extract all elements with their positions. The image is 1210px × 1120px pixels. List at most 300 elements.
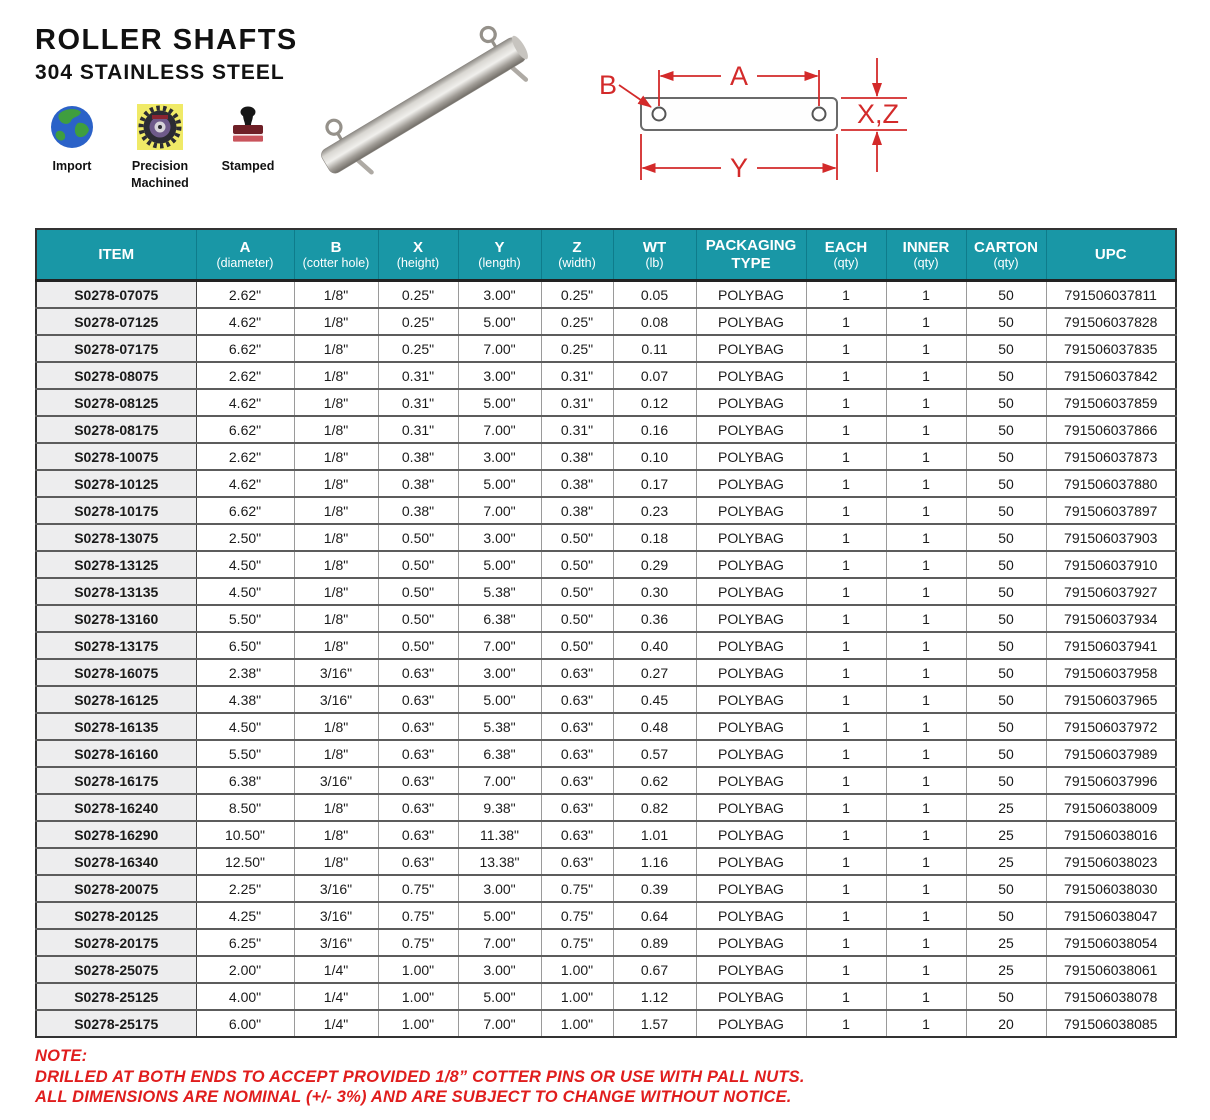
spec-value-cell: 4.00" [196,983,294,1010]
item-number-cell: S0278-25075 [36,956,196,983]
spec-value-cell: 1/8" [294,362,378,389]
spec-value-cell: 50 [966,713,1046,740]
spec-value-cell: 1 [806,713,886,740]
spec-value-cell: 4.50" [196,578,294,605]
spec-value-cell: 0.39 [613,875,696,902]
spec-value-cell: 7.00" [458,335,541,362]
spec-value-cell: 0.63" [378,848,458,875]
spec-value-cell: 3.00" [458,524,541,551]
footnote-heading: NOTE: [35,1047,88,1065]
spec-value-cell: 0.50" [378,551,458,578]
feature-badges [35,102,285,192]
spec-value-cell: 0.11 [613,335,696,362]
spec-value-cell: 50 [966,281,1046,309]
spec-value-cell: POLYBAG [696,1010,806,1037]
spec-value-cell: 1 [806,470,886,497]
spec-value-cell: 1 [886,362,966,389]
spec-value-cell: 1/8" [294,713,378,740]
stamp-icon [225,102,271,152]
spec-value-cell: 50 [966,740,1046,767]
spec-value-cell: 1/8" [294,524,378,551]
spec-value-cell: 0.38" [378,470,458,497]
spec-value-cell: 1 [806,443,886,470]
spec-value-cell: 0.50" [541,632,613,659]
spec-value-cell: 50 [966,470,1046,497]
item-number-cell: S0278-16340 [36,848,196,875]
spec-value-cell: 9.38" [458,794,541,821]
spec-value-cell: 0.67 [613,956,696,983]
spec-value-cell: 2.38" [196,659,294,686]
table-row [36,875,1176,902]
badge-import [35,102,109,175]
spec-value-cell: 0.50" [378,578,458,605]
table-header-row [36,229,1176,281]
spec-value-cell: 50 [966,308,1046,335]
spec-value-cell: 7.00" [458,929,541,956]
item-number-cell: S0278-16160 [36,740,196,767]
parts-spec-table [35,228,1177,1038]
spec-value-cell: 1 [806,632,886,659]
spec-value-cell: 1 [806,308,886,335]
spec-value-cell: 50 [966,497,1046,524]
spec-value-cell: 1.00" [541,956,613,983]
table-row [36,902,1176,929]
spec-value-cell: 1 [886,767,966,794]
spec-value-cell: 1 [886,821,966,848]
table-row [36,956,1176,983]
spec-value-cell: 1 [886,902,966,929]
dimension-diagram [575,28,1005,206]
spec-value-cell: 1 [886,551,966,578]
cotter-hole-left [653,108,666,121]
table-row [36,767,1176,794]
spec-value-cell: 1/8" [294,335,378,362]
spec-value-cell: 791506038061 [1046,956,1176,983]
spec-value-cell: 0.75" [378,902,458,929]
spec-value-cell: 1 [886,794,966,821]
spec-value-cell: 0.38" [541,497,613,524]
spec-value-cell: 0.31" [541,362,613,389]
table-row [36,389,1176,416]
table-row [36,740,1176,767]
spec-value-cell: 13.38" [458,848,541,875]
spec-value-cell: 1 [806,659,886,686]
spec-value-cell: 1.00" [541,983,613,1010]
spec-value-cell: 1/8" [294,497,378,524]
spec-value-cell: 2.25" [196,875,294,902]
spec-value-cell: 50 [966,902,1046,929]
spec-value-cell: 20 [966,1010,1046,1037]
spec-value-cell: 25 [966,848,1046,875]
item-number-cell: S0278-10075 [36,443,196,470]
item-number-cell: S0278-20125 [36,902,196,929]
spec-value-cell: 2.00" [196,956,294,983]
column-header-carton: CARTON (qty) [966,229,1046,281]
spec-value-cell: 50 [966,605,1046,632]
spec-value-cell: 5.00" [458,389,541,416]
spec-value-cell: 0.12 [613,389,696,416]
spec-value-cell: POLYBAG [696,578,806,605]
spec-value-cell: 0.63" [378,794,458,821]
spec-value-cell: 0.27 [613,659,696,686]
spec-value-cell: 1/8" [294,632,378,659]
spec-value-cell: 791506038047 [1046,902,1176,929]
spec-value-cell: 791506038016 [1046,821,1176,848]
spec-value-cell: 10.50" [196,821,294,848]
table-row [36,524,1176,551]
spec-value-cell: 1/8" [294,848,378,875]
item-number-cell: S0278-13075 [36,524,196,551]
spec-value-cell: 4.50" [196,713,294,740]
spec-value-cell: 791506037897 [1046,497,1176,524]
spec-value-cell: 3/16" [294,902,378,929]
spec-value-cell: 25 [966,929,1046,956]
spec-value-cell: 1 [886,929,966,956]
item-number-cell: S0278-08175 [36,416,196,443]
spec-value-cell: 0.38" [378,497,458,524]
item-number-cell: S0278-16290 [36,821,196,848]
spec-value-cell: 1 [806,578,886,605]
spec-value-cell: 0.10 [613,443,696,470]
spec-value-cell: POLYBAG [696,767,806,794]
spec-value-cell: 1.00" [378,983,458,1010]
spec-value-cell: 791506037866 [1046,416,1176,443]
spec-value-cell: 3.00" [458,281,541,309]
spec-value-cell: 1 [886,632,966,659]
spec-value-cell: 0.25" [378,335,458,362]
spec-value-cell: 1 [806,956,886,983]
spec-value-cell: 1/8" [294,794,378,821]
spec-value-cell: 0.18 [613,524,696,551]
spec-value-cell: 25 [966,956,1046,983]
table-row [36,470,1176,497]
spec-value-cell: 791506038085 [1046,1010,1176,1037]
item-number-cell: S0278-10125 [36,470,196,497]
column-header-item: ITEM [36,229,196,281]
spec-value-cell: 0.63" [378,659,458,686]
item-number-cell: S0278-25125 [36,983,196,1010]
spec-value-cell: 791506037965 [1046,686,1176,713]
spec-value-cell: 1.00" [378,956,458,983]
spec-value-cell: 0.50" [541,524,613,551]
table-row [36,578,1176,605]
item-number-cell: S0278-20175 [36,929,196,956]
spec-value-cell: 1 [886,875,966,902]
spec-value-cell: 1/8" [294,281,378,309]
spec-value-cell: 0.75" [541,929,613,956]
spec-value-cell: POLYBAG [696,308,806,335]
spec-value-cell: 791506038078 [1046,983,1176,1010]
spec-value-cell: 791506037859 [1046,389,1176,416]
spec-value-cell: 50 [966,875,1046,902]
spec-value-cell: 1 [886,848,966,875]
spec-value-cell: 11.38" [458,821,541,848]
spec-value-cell: 3.00" [458,443,541,470]
spec-value-cell: 3/16" [294,875,378,902]
spec-value-cell: 1 [886,335,966,362]
spec-value-cell: 0.75" [378,875,458,902]
spec-value-cell: 1 [806,767,886,794]
spec-value-cell: 1/8" [294,821,378,848]
spec-value-cell: 1 [806,686,886,713]
badge-stamped [211,102,285,175]
item-number-cell: S0278-07125 [36,308,196,335]
spec-value-cell: 1 [886,389,966,416]
spec-value-cell: 1 [886,497,966,524]
spec-value-cell: 0.17 [613,470,696,497]
spec-value-cell: POLYBAG [696,686,806,713]
spec-value-cell: 1/8" [294,470,378,497]
table-row [36,929,1176,956]
spec-value-cell: 0.63" [378,713,458,740]
badge-precision-machined [123,102,197,192]
spec-value-cell: 1.12 [613,983,696,1010]
spec-value-cell: 50 [966,578,1046,605]
spec-value-cell: 4.38" [196,686,294,713]
spec-value-cell: 0.50" [541,578,613,605]
spec-value-cell: 0.63" [541,848,613,875]
spec-value-cell: 1 [886,605,966,632]
spec-value-cell: 4.62" [196,389,294,416]
table-row [36,443,1176,470]
spec-value-cell: 7.00" [458,632,541,659]
item-number-cell: S0278-07075 [36,281,196,309]
spec-value-cell: POLYBAG [696,497,806,524]
spec-value-cell: 791506037835 [1046,335,1176,362]
table-row [36,308,1176,335]
spec-value-cell: 791506037958 [1046,659,1176,686]
spec-value-cell: 1 [806,1010,886,1037]
spec-value-cell: 6.00" [196,1010,294,1037]
cotter-hole-right [813,108,826,121]
spec-value-cell: 0.63" [541,659,613,686]
item-number-cell: S0278-20075 [36,875,196,902]
spec-value-cell: 0.50" [378,605,458,632]
spec-value-cell: 1 [886,983,966,1010]
item-number-cell: S0278-07175 [36,335,196,362]
spec-value-cell: POLYBAG [696,605,806,632]
column-header-each: EACH (qty) [806,229,886,281]
spec-value-cell: 50 [966,389,1046,416]
spec-value-cell: POLYBAG [696,902,806,929]
spec-value-cell: 1 [806,821,886,848]
spec-value-cell: 1 [886,713,966,740]
spec-value-cell: 3/16" [294,659,378,686]
table-row [36,497,1176,524]
roller-shaft-product-photo [295,8,555,200]
spec-value-cell: 2.62" [196,362,294,389]
table-row [36,605,1176,632]
spec-value-cell: 1 [886,956,966,983]
spec-value-cell: 0.31" [378,389,458,416]
spec-value-cell: 0.25" [541,308,613,335]
spec-value-cell: 2.62" [196,281,294,309]
spec-value-cell: POLYBAG [696,956,806,983]
item-number-cell: S0278-08075 [36,362,196,389]
dim-label-xz: X,Z [856,99,900,129]
spec-value-cell: 1 [886,578,966,605]
column-header-upc: UPC [1046,229,1176,281]
spec-value-cell: 50 [966,362,1046,389]
table-row [36,632,1176,659]
spec-value-cell: 1.00" [378,1010,458,1037]
spec-value-cell: 3/16" [294,686,378,713]
spec-value-cell: 1 [806,335,886,362]
spec-value-cell: POLYBAG [696,443,806,470]
spec-value-cell: 1 [886,524,966,551]
spec-value-cell: 1/8" [294,740,378,767]
spec-value-cell: 0.63" [541,794,613,821]
spec-value-cell: 6.38" [458,740,541,767]
spec-value-cell: 1 [886,740,966,767]
spec-value-cell: 791506038023 [1046,848,1176,875]
spec-value-cell: 791506037873 [1046,443,1176,470]
spec-value-cell: 6.62" [196,335,294,362]
spec-value-cell: 1.57 [613,1010,696,1037]
spec-value-cell: 791506037842 [1046,362,1176,389]
spec-value-cell: 1/8" [294,551,378,578]
spec-value-cell: 2.50" [196,524,294,551]
spec-value-cell: 0.75" [541,875,613,902]
spec-value-cell: 1 [806,551,886,578]
spec-value-cell: POLYBAG [696,551,806,578]
spec-value-cell: 5.00" [458,308,541,335]
item-number-cell: S0278-13135 [36,578,196,605]
spec-value-cell: 0.63" [378,821,458,848]
spec-value-cell: 1 [806,416,886,443]
spec-value-cell: 0.31" [378,416,458,443]
column-header-x: X (height) [378,229,458,281]
spec-value-cell: 1.16 [613,848,696,875]
item-number-cell: S0278-08125 [36,389,196,416]
spec-value-cell: 1 [806,875,886,902]
spec-value-cell: 7.00" [458,1010,541,1037]
table-row [36,983,1176,1010]
spec-value-cell: 0.05 [613,281,696,309]
spec-value-cell: 2.62" [196,443,294,470]
spec-value-cell: 1/8" [294,578,378,605]
spec-value-cell: 0.63" [541,713,613,740]
spec-value-cell: 791506038054 [1046,929,1176,956]
spec-value-cell: 3.00" [458,659,541,686]
spec-value-cell: 6.50" [196,632,294,659]
spec-value-cell: 5.00" [458,686,541,713]
table-row [36,659,1176,686]
spec-value-cell: 791506037927 [1046,578,1176,605]
spec-value-cell: 1/8" [294,443,378,470]
spec-value-cell: 791506037880 [1046,470,1176,497]
spec-value-cell: POLYBAG [696,362,806,389]
spec-value-cell: 6.62" [196,416,294,443]
spec-value-cell: 1 [886,281,966,309]
spec-value-cell: 7.00" [458,767,541,794]
spec-value-cell: 25 [966,821,1046,848]
spec-value-cell: POLYBAG [696,875,806,902]
spec-value-cell: 0.75" [378,929,458,956]
spec-value-cell: 1 [806,524,886,551]
spec-value-cell: 0.82 [613,794,696,821]
spec-value-cell: 5.50" [196,740,294,767]
spec-value-cell: 0.64 [613,902,696,929]
spec-value-cell: 0.38" [541,470,613,497]
spec-value-cell: POLYBAG [696,389,806,416]
table-row [36,848,1176,875]
spec-value-cell: 0.50" [541,605,613,632]
spec-value-cell: 5.38" [458,578,541,605]
spec-value-cell: 1/8" [294,389,378,416]
spec-value-cell: 5.00" [458,551,541,578]
footnote-line1: DRILLED AT BOTH ENDS TO ACCEPT PROVIDED 1/8” COTTER PINS OR USE WITH PALL NUTS. [35,1067,805,1086]
item-number-cell: S0278-25175 [36,1010,196,1037]
spec-value-cell: 1.00" [541,1010,613,1037]
table-row [36,686,1176,713]
table-row [36,335,1176,362]
spec-value-cell: 50 [966,632,1046,659]
spec-value-cell: 0.23 [613,497,696,524]
column-header-b: B (cotter hole) [294,229,378,281]
spec-value-cell: 0.31" [378,362,458,389]
parts-table-body [36,281,1176,1038]
spec-value-cell: 0.38" [378,443,458,470]
badge-label: Precision Machined [131,159,189,190]
spec-value-cell: 1 [806,497,886,524]
column-header-y: Y (length) [458,229,541,281]
spec-value-cell: 1 [886,470,966,497]
spec-value-cell: 0.75" [541,902,613,929]
dim-label-y: Y [729,153,749,183]
spec-value-cell: 1 [806,389,886,416]
spec-value-cell: 50 [966,416,1046,443]
spec-value-cell: POLYBAG [696,632,806,659]
spec-value-cell: 50 [966,335,1046,362]
spec-value-cell: 1/4" [294,956,378,983]
spec-value-cell: 0.31" [541,416,613,443]
column-header-z: Z (width) [541,229,613,281]
spec-value-cell: 5.38" [458,713,541,740]
item-number-cell: S0278-13160 [36,605,196,632]
spec-value-cell: 791506037972 [1046,713,1176,740]
spec-value-cell: POLYBAG [696,470,806,497]
dim-label-a: A [729,61,749,91]
spec-value-cell: 1 [886,443,966,470]
spec-value-cell: POLYBAG [696,821,806,848]
item-number-cell: S0278-13125 [36,551,196,578]
table-row [36,713,1176,740]
table-row [36,551,1176,578]
spec-value-cell: POLYBAG [696,848,806,875]
spec-value-cell: 5.00" [458,470,541,497]
spec-value-cell: 7.00" [458,497,541,524]
spec-value-cell: 1 [886,659,966,686]
item-number-cell: S0278-10175 [36,497,196,524]
spec-value-cell: 0.63" [541,767,613,794]
spec-value-cell: 0.08 [613,308,696,335]
spec-value-cell: POLYBAG [696,335,806,362]
spec-value-cell: 0.25" [541,281,613,309]
spec-value-cell: 1 [806,983,886,1010]
spec-value-cell: 6.38" [196,767,294,794]
spec-value-cell: 3/16" [294,929,378,956]
column-header-inner: INNER (qty) [886,229,966,281]
spec-value-cell: 0.89 [613,929,696,956]
spec-value-cell: POLYBAG [696,713,806,740]
spec-value-cell: POLYBAG [696,659,806,686]
spec-value-cell: 1 [806,902,886,929]
spec-value-cell: 0.50" [378,632,458,659]
spec-value-cell: 1 [806,740,886,767]
spec-value-cell: 0.25" [541,335,613,362]
spec-value-cell: 0.31" [541,389,613,416]
